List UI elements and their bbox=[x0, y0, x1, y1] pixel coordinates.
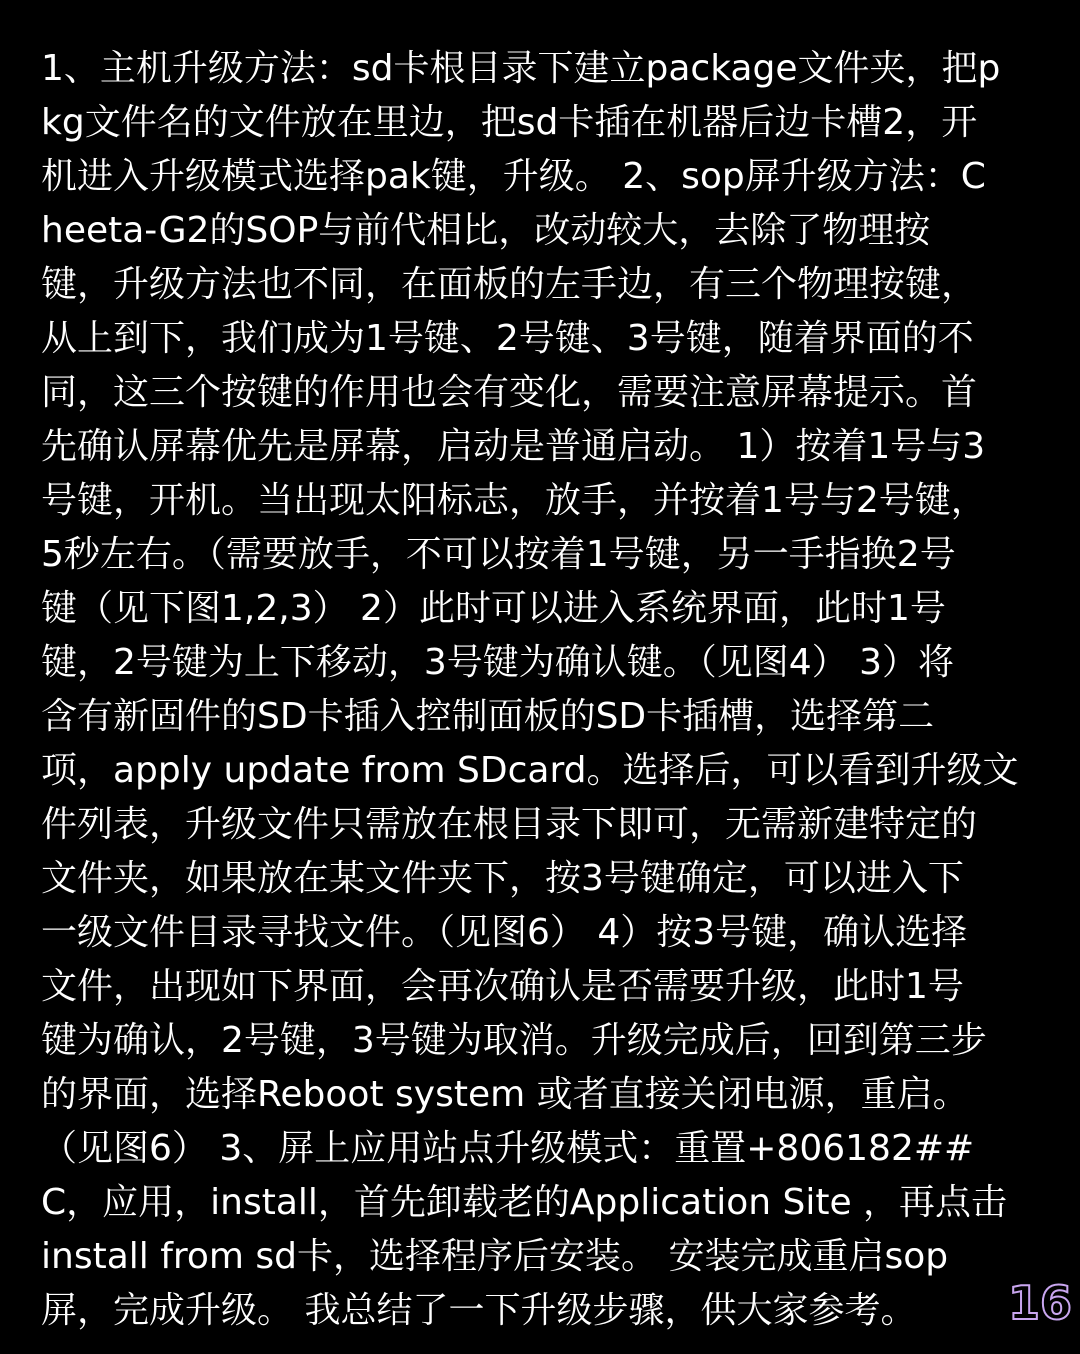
page-number: 16 bbox=[1007, 1276, 1072, 1330]
document-body-text: 1、主机升级方法：sd卡根目录下建立package文件夹，把p kg文件名的文件放在里边，把sd卡插在机器后边卡槽2，开 机进入升级模式选择pak键，升级。 2、sop屏升级方法：C heeta-G2的SOP与前代相比，改动较大，去除了物理按 键，升级方法也不同，在面板的左手边，有三个物理按键， 从上到下，我们成为1号键、2号键、3号键，随着界面的不 同，这三个按键的作用也会有变化，需要注意屏幕提示。首 先确认屏幕优先是屏幕，启动是普通启动。 1）按着1号与3 号键，开机。当出现太阳标志，放手，并按着1号与2号键， 5秒左右。（需要放手，不可以按着1号键，另一手指换2号 键（见下图1,2,3） 2）此时可以进入系统界面，此时1号 键，2号键为上下移动，3号键为确认键。（见图4） 3）将 含有新固件的SD卡插入控制面板的SD卡插槽，选择第二 项，apply update from SDcard。选择后，可以看到升级文 件列表，升级文件只需放在根目录下即可，无需新建特定的 文件夹，如果放在某文件夹下，按3号键确定，可以进入下 一级文件目录寻找文件。（见图6） 4）按3号键，确认选择 文件，出现如下界面，会再次确认是否需要升级，此时1号 键为确认，2号键，3号键为取消。升级完成后，回到第三步 的界面，选择Reboot system 或者直接关闭电源，重启。 （见图6） 3、屏上应用站点升级模式：重置+806182## C，应用，install，首先卸载老的Application Site ，再点击 install from sd卡，选择程序后安装。 安装完成重启sop 屏，完成升级。 我总结了一下升级步骤，供大家参考。 bbox=[41, 48, 1019, 1331]
